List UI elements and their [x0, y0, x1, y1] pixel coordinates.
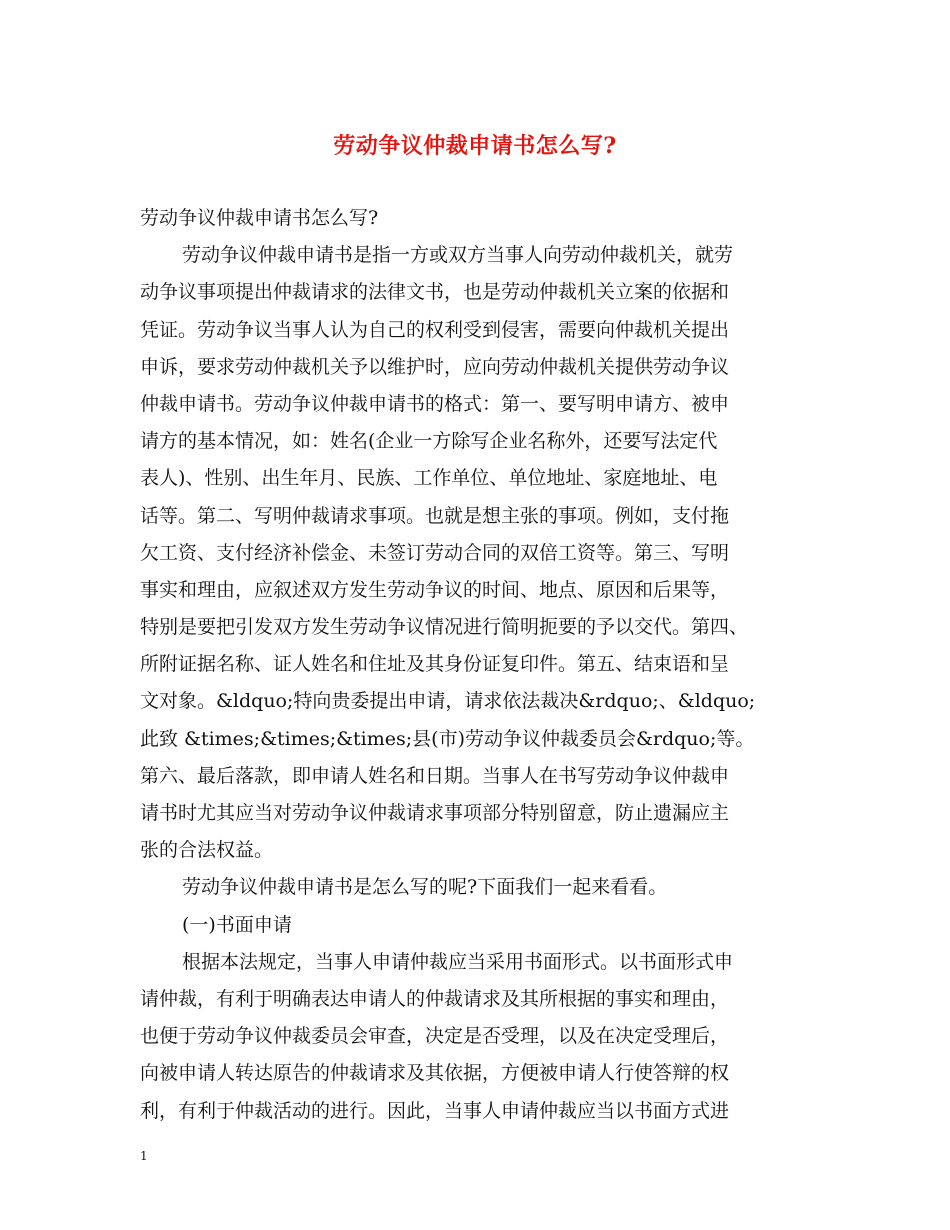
- text-line-13: 所附证据名称、证人姓名和住址及其身份证复印件。第五、结束语和呈: [140, 653, 730, 676]
- page-number: 1: [140, 1149, 148, 1163]
- text-line-16: 第六、最后落款，即申请人姓名和日期。当事人在书写劳动争议仲裁申: [140, 764, 730, 787]
- text-line-17: 请书时尤其应当对劳动争议仲裁请求事项部分特别留意，防止遗漏应主: [140, 802, 730, 824]
- text-line-6: 仲裁申请书。劳动争议仲裁申请书的格式：第一、要写明申请方、被申: [140, 392, 730, 415]
- text-line-3: 动争议事项提出仲裁请求的法律文书，也是劳动仲裁机关立案的依据和: [140, 281, 730, 304]
- text-line-14: 文对象。&ldquo;特向贵委提出申请，请求依法裁决&rdquo;、&ldquo;: [140, 690, 756, 713]
- text-line-25: 利，有利于仲裁活动的进行。因此，当事人申请仲裁应当以书面方式进: [140, 1099, 730, 1122]
- document-body: [140, 200, 825, 1130]
- text-line-21: 根据本法规定，当事人申请仲裁应当采用书面形式。以书面形式申: [182, 950, 734, 973]
- text-line-8: 表人)、性别、出生年月、民族、工作单位、单位地址、家庭地址、电: [140, 467, 718, 490]
- text-line-22: 请仲裁，有利于明确表达申请人的仲裁请求及其所根据的事实和理由，: [140, 987, 730, 1010]
- text-line-24: 向被申请人转达原告的仲裁请求及其依据，方便被申请人行使答辩的权: [140, 1062, 730, 1085]
- text-line-19: 劳动争议仲裁申请书是怎么写的呢?下面我们一起来看看。: [182, 876, 668, 899]
- text-line-11: 事实和理由，应叙述双方发生劳动争议的时间、地点、原因和后果等，: [140, 578, 730, 601]
- document-title: 劳动争议仲裁申请书怎么写?: [333, 133, 617, 159]
- text-line-5: 申诉，要求劳动仲裁机关予以维护时，应向劳动仲裁机关提供劳动争议: [140, 355, 730, 378]
- text-line-1: 劳动争议仲裁申请书怎么写?: [140, 207, 379, 229]
- section-heading: (一)书面申请: [182, 913, 292, 936]
- text-line-10: 欠工资、支付经济补偿金、未签订劳动合同的双倍工资等。第三、写明: [140, 541, 730, 564]
- text-line-23: 也便于劳动争议仲裁委员会审查，决定是否受理，以及在决定受理后，: [140, 1025, 730, 1048]
- text-line-12: 特别是要把引发双方发生劳动争议情况进行简明扼要的予以交代。第四、: [140, 616, 749, 639]
- text-line-2: 劳动争议仲裁申请书是指一方或双方当事人向劳动仲裁机关，就劳: [182, 244, 734, 267]
- text-line-9: 话等。第二、写明仲裁请求事项。也就是想主张的事项。例如，支付拖: [140, 504, 730, 527]
- text-line-4: 凭证。劳动争议当事人认为自己的权利受到侵害，需要向仲裁机关提出: [140, 318, 730, 341]
- text-line-18: 张的合法权益。: [140, 839, 274, 862]
- text-line-15: 此致 &times;&times;&times;县(市)劳动争议仲裁委员会&rdquo;等。: [140, 727, 755, 750]
- text-line-7: 请方的基本情况，如：姓名(企业一方除写企业名称外，还要写法定代: [140, 430, 718, 453]
